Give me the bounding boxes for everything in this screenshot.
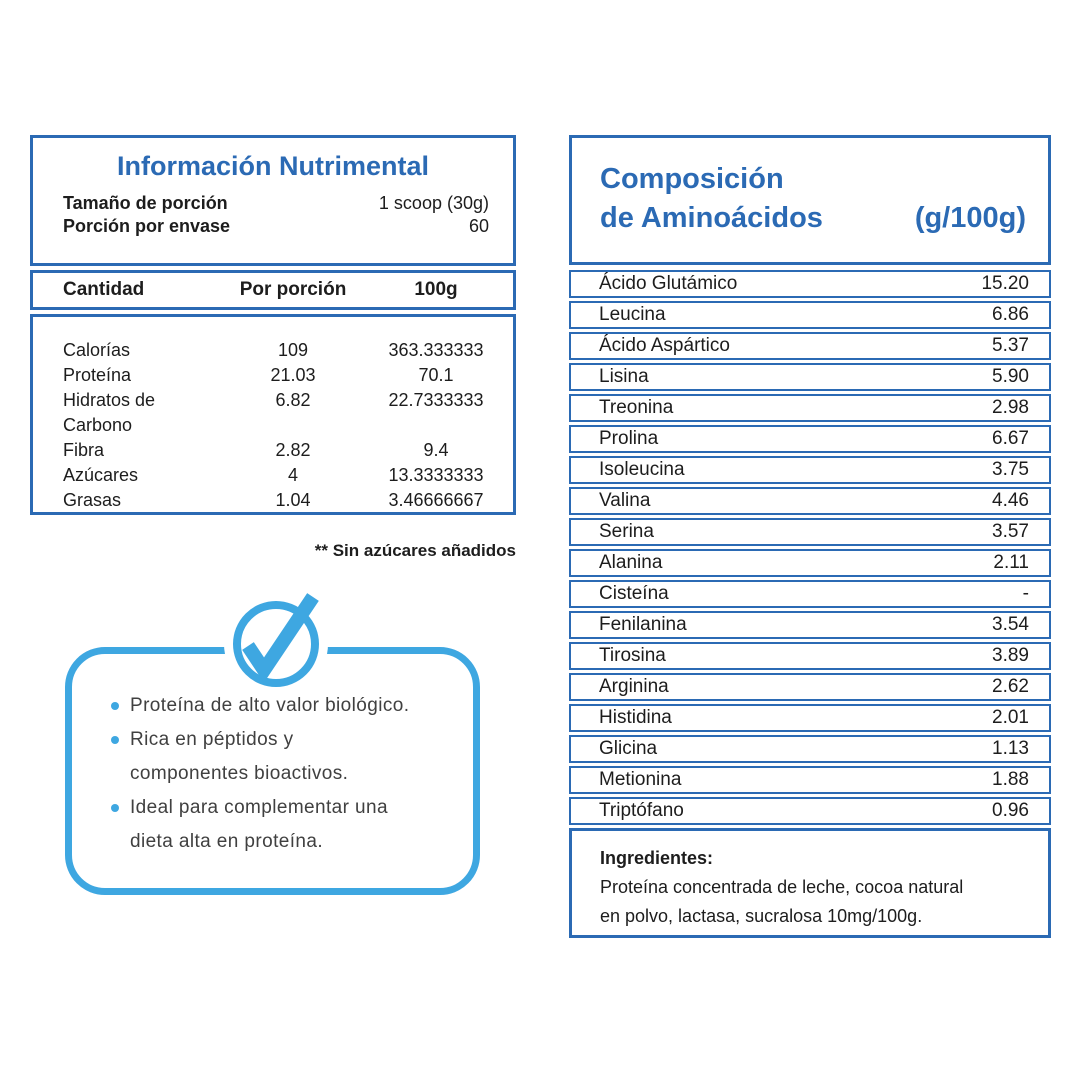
nutrient-per-100g: 9.4 [423,440,449,460]
servings-per-container-value: 60 [468,216,489,236]
amino-value: 5.37 [992,335,1029,356]
amino-row [569,456,1051,484]
amino-name: Valina [599,490,651,511]
table-row [63,338,503,363]
amino-row [569,549,1051,577]
nutrient-per-100g: 13.3333333 [388,465,484,485]
nutrition-table [30,314,516,515]
benefits-list [111,689,409,859]
nutrient-per-100g: 363.333333 [388,340,484,360]
amino-row [569,425,1051,453]
amino-value: 3.57 [992,521,1029,542]
amino-value: - [1022,583,1029,604]
nutrient-per-serving: 6.82 [275,390,311,410]
nutrient-per-100g: 22.7333333 [388,390,484,410]
amino-value: 5.90 [992,366,1029,387]
amino-row [569,270,1051,298]
benefit-text: Rica en péptidos y [130,729,294,750]
amino-row [569,363,1051,391]
list-item [111,723,409,757]
benefit-text: Proteína de alto valor biológico. [130,695,410,716]
ingredients-box [569,828,1051,938]
column-amount: Cantidad [63,279,145,300]
benefit-text: dieta alta en proteína. [130,831,324,852]
nutrient-name: Azúcares [63,465,139,485]
benefit-text: Ideal para complementar una [130,797,388,818]
nutrient-per-serving: 21.03 [270,365,316,385]
amino-value: 6.86 [992,304,1029,325]
nutrient-per-100g: 70.1 [418,365,454,385]
column-per-100g: 100g [414,279,458,300]
serving-size-label: Tamaño de porción [63,193,228,213]
amino-row [569,766,1051,794]
ingredients-text: Proteína concentrada de leche, cocoa natural [600,877,964,897]
nutrient-name: Proteína [63,365,132,385]
table-row [63,463,503,488]
amino-row [569,301,1051,329]
nutrient-per-100g: 3.46666667 [388,490,484,510]
amino-value: 2.98 [992,397,1029,418]
amino-value: 2.11 [993,552,1029,573]
amino-name: Leucina [599,304,666,325]
servings-per-container-label: Porción por envase [63,216,231,236]
list-item [111,791,409,825]
benefits-callout [65,647,480,895]
amino-name: Metionina [599,769,682,790]
servings-per-container-row [63,215,489,238]
column-per-serving: Por porción [239,279,347,300]
amino-value: 1.88 [992,769,1029,790]
amino-value: 4.46 [992,490,1029,511]
amino-name: Lisina [599,366,649,387]
serving-size-value: 1 scoop (30g) [378,193,489,213]
amino-row [569,704,1051,732]
amino-row [569,735,1051,763]
amino-row [569,797,1051,825]
checkmark-icon [233,601,319,687]
amino-name: Histidina [599,707,672,728]
ingredients-label: Ingredientes: [600,848,714,868]
amino-row [569,611,1051,639]
amino-name: Serina [599,521,654,542]
amino-value: 3.89 [992,645,1029,666]
table-row [63,388,503,438]
amino-acids-panel [569,135,1051,938]
nutrient-name: Calorías [63,340,131,360]
amino-name: Arginina [599,676,669,697]
amino-name: Cisteína [599,583,669,604]
amino-value: 2.62 [992,676,1029,697]
amino-name: Ácido Aspártico [599,335,730,356]
nutrition-title: Información Nutrimental [116,151,430,181]
amino-name: Treonina [599,397,674,418]
nutrient-per-serving: 4 [287,465,298,485]
amino-row [569,394,1051,422]
amino-title-line1: Composición [600,163,784,195]
amino-value: 1.13 [992,738,1029,759]
amino-row [569,580,1051,608]
amino-value: 3.75 [992,459,1029,480]
nutrient-per-serving: 109 [277,340,309,360]
nutrient-per-serving: 2.82 [275,440,311,460]
nutrition-columns-header [30,270,516,310]
amino-value: 15.20 [981,273,1029,294]
table-row [63,488,503,513]
amino-value: 6.67 [992,428,1029,449]
bullet-dot-icon [111,804,119,812]
amino-value: 2.01 [992,707,1029,728]
ingredients-text: en polvo, lactasa, sucralosa 10mg/100g. [600,906,923,926]
amino-row [569,518,1051,546]
no-added-sugar-note: ** Sin azúcares añadidos [314,541,516,560]
amino-value: 3.54 [992,614,1029,635]
bullet-dot-icon [111,702,119,710]
nutrient-name: Grasas [63,490,122,510]
nutrition-header-box [30,135,516,266]
amino-name: Prolina [599,428,659,449]
amino-name: Tirosina [599,645,666,666]
amino-row [569,332,1051,360]
serving-size-row [63,192,489,215]
nutrient-name: Hidratos de Carbono [63,390,156,435]
amino-table [569,270,1051,825]
check-circle-icon [233,601,319,687]
nutrient-name: Fibra [63,440,105,460]
benefit-text: componentes bioactivos. [130,763,349,784]
amino-row [569,642,1051,670]
nutrition-facts-panel [30,135,516,561]
amino-row [569,487,1051,515]
nutrient-per-serving: 1.04 [275,490,311,510]
amino-name: Fenilanina [599,614,687,635]
amino-name: Isoleucina [599,459,685,480]
amino-name: Triptófano [599,800,684,821]
amino-value: 0.96 [992,800,1029,821]
amino-title-line2: de Aminoácidos [600,202,823,234]
amino-header-box [569,135,1051,265]
amino-name: Ácido Glutámico [599,273,738,294]
amino-unit: (g/100g) [914,202,1026,234]
amino-name: Alanina [599,552,663,573]
amino-row [569,673,1051,701]
table-row [63,363,503,388]
list-item [111,689,409,723]
amino-name: Glicina [599,738,658,759]
bullet-dot-icon [111,736,119,744]
table-row [63,438,503,463]
